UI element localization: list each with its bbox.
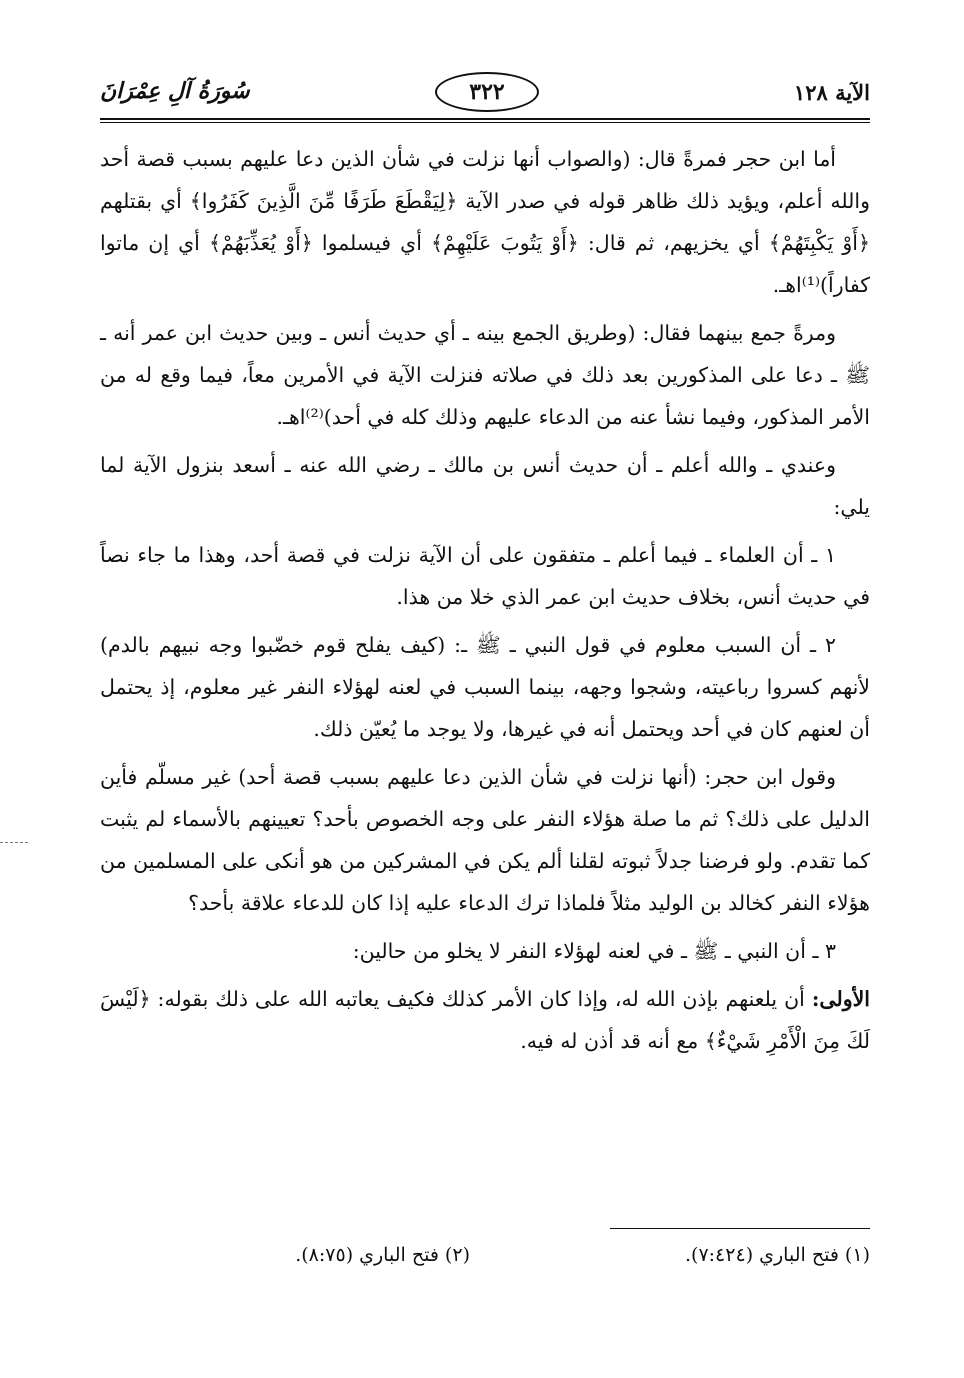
scan-mark — [0, 842, 28, 843]
verse-label: الآية ١٢٨ — [793, 80, 870, 105]
body-text — [100, 138, 870, 1068]
footnote-1: (١) فتح الباري (٧:٤٢٤). — [685, 1244, 870, 1266]
page-header — [100, 66, 870, 120]
footnote-2: (٢) فتح الباري (٨:٧٥). — [295, 1244, 470, 1266]
paragraph-ibn-hajar-combine: ومرةً جمع بينهما فقال: (وطريق الجمع بينه ـ أي حديث أنس ـ وبين حديث ابن عمر أنه ـ ﷺ ـ دعا على المذكورين بعد ذلك في صلاته فنزلت الآية في الأمرين معاً، فيما وقع له من الأمر المذكور، وفيما نشأ عنه من الدعاء عليهم وذلك كله في أحد)⁽²⁾اهـ. — [100, 321, 870, 429]
surah-name: سُورَةُ آلِ عِمْرَانَ — [100, 78, 250, 104]
paragraph-ibn-hajar-first: أما ابن حجر فمرةً قال: (والصواب أنها نزلت في شأن الذين دعا عليهم بسبب قصة أحد والله أعلم، ويؤيد ذلك ظاهر قوله في صدر الآية ﴿لِيَقْطَعَ طَرَفًا مِّنَ الَّذِينَ كَفَرُوا﴾ أي بقتلهم ﴿أَوْ يَكْبِتَهُمْ﴾ أي يخزيهم، ثم قال: ﴿أَوْ يَتُوبَ عَلَيْهِمْ﴾ أي فيسلموا ﴿أَوْ يُعَذِّبَهُمْ﴾ أي إن ماتوا كفاراً)⁽¹⁾اهـ. — [100, 147, 870, 297]
first-case-text: أن يلعنهم بإذن الله له، وإذا كان الأمر كذلك فكيف يعاتبه الله على ذلك بقوله: ﴿لَيْسَ لَكَ مِنَ الْأَمْرِ شَيْءٌ﴾ مع أنه قد أذن له فيه. — [100, 987, 870, 1053]
paragraph-point-1: ١ ـ أن العلماء ـ فيما أعلم ـ متفقون على أن الآية نزلت في قصة أحد، وهذا ما جاء نصاً في حديث أنس، بخلاف حديث ابن عمر الذي خلا من هذا. — [100, 543, 870, 609]
page-number: ٣٢٢ — [435, 72, 539, 112]
paragraph-point-3: ٣ ـ أن النبي ـ ﷺ ـ في لعنه لهؤلاء النفر لا يخلو من حالين: — [352, 939, 836, 963]
first-case-lead: الأولى: — [811, 987, 870, 1011]
paragraph-point-2: ٢ ـ أن السبب معلوم في قول النبي ـ ﷺ ـ: (كيف يفلح قوم خضّبوا وجه نبيهم بالدم) لأنهم كسروا رباعيته، وشجوا وجهه، بينما السبب في لعنه لهؤلاء النفر غير معلوم، إذ يحتمل أن لعنهم كان في أحد ويحتمل أنه في غيرها، ولا يوجد ما يُعيّن ذلك. — [100, 633, 870, 741]
header-rule-thin — [100, 122, 870, 123]
paragraph-author-opinion: وعندي ـ والله أعلم ـ أن حديث أنس بن مالك ـ رضي الله عنه ـ أسعد بنزول الآية لما يلي: — [100, 453, 870, 519]
paragraph-first-case — [100, 978, 870, 1062]
paragraph-ibn-hajar-critique: وقول ابن حجر: (أنها نزلت في شأن الذين دعا عليهم بسبب قصة أحد) غير مسلّم فأين الدليل على ذلك؟ ثم ما صلة هؤلاء النفر على وجه الخصوص بأحد؟ تعيينهم بالأسماء لم يثبت كما تقدم. ولو فرضنا جدلاً ثبوته لقلنا ألم يكن في المشركين من هو أنكى على المسلمين من هؤلاء النفر كخالد بن الوليد مثلاً فلماذا ترك الدعاء عليه إذا كان للدعاء علاقة بأحد؟ — [100, 765, 870, 915]
header-rule — [100, 118, 870, 120]
footnote-rule — [610, 1228, 870, 1229]
